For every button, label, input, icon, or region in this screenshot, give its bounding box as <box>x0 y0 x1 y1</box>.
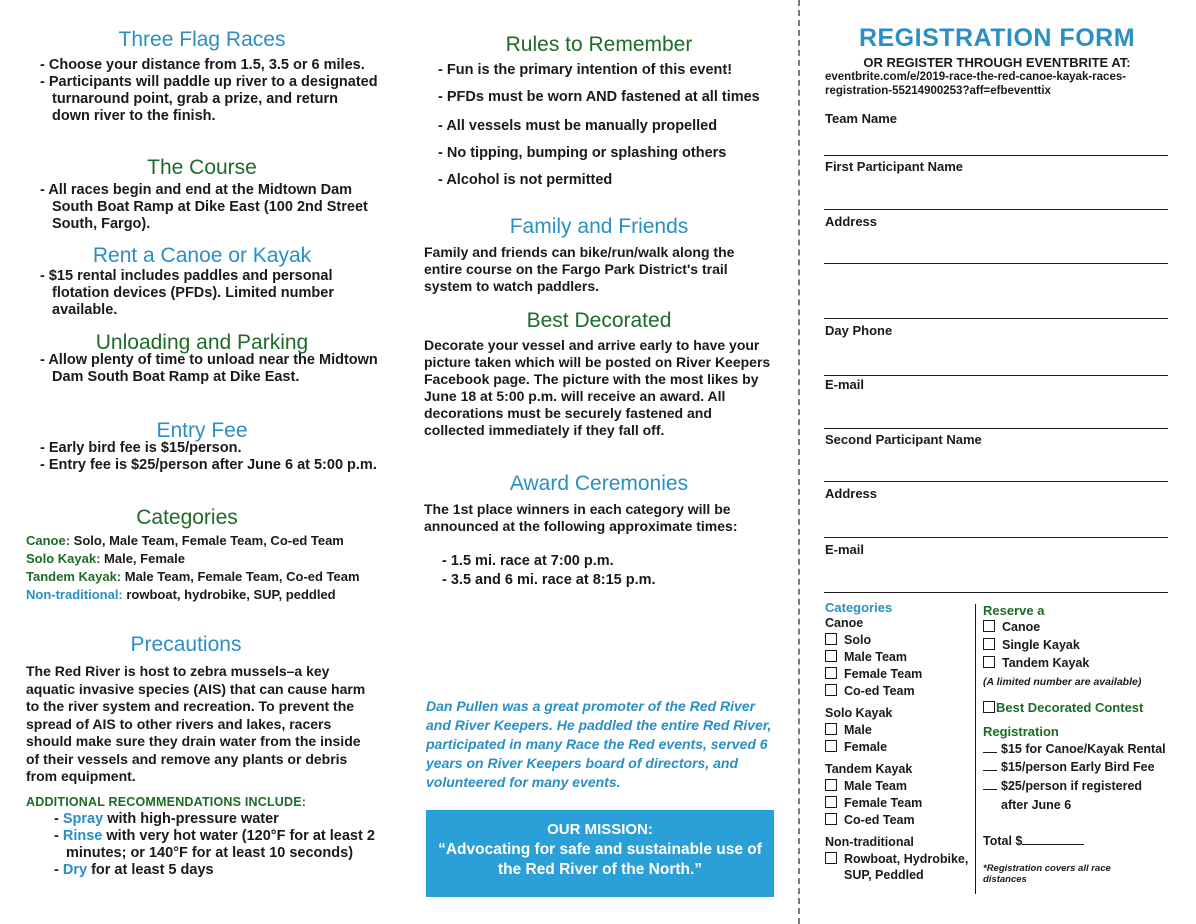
registration-title-green: Registration <box>983 724 1059 739</box>
list-item: - 1.5 mi. race at 7:00 p.m. <box>428 553 774 570</box>
rules-list <box>424 62 774 189</box>
mission-title: OUR MISSION: <box>547 821 653 838</box>
rinse-rest: with very hot water (120°F for at least 2 minutes; or 140°F for at least 10 seconds) <box>66 827 375 861</box>
checkbox-label: Best Decorated Contest <box>996 700 1144 715</box>
solo-text: Male, Female <box>100 551 185 566</box>
address-1-field[interactable] <box>824 263 1168 264</box>
nontrad-text: rowboat, hydrobike, SUP, peddled <box>122 587 336 602</box>
mission-box <box>426 810 774 897</box>
list-item: - Choose your distance from 1.5, 3.5 or 6 miles. <box>26 57 378 74</box>
total-line[interactable] <box>983 833 1169 850</box>
awards-text: The 1st place winners in each category will be announced at the following approximate times: <box>424 501 738 534</box>
list-item <box>40 862 376 879</box>
spray-rest: with high-pressure water <box>103 810 279 827</box>
checkbox-tandem-coed-team[interactable] <box>825 812 975 829</box>
checkbox-box[interactable] <box>825 852 837 864</box>
checkbox-box[interactable] <box>825 740 837 752</box>
solo-label: Solo Kayak: <box>26 551 101 566</box>
checkbox-label: Co-ed Team <box>844 813 915 827</box>
reserve-note: (A limited number are available) <box>983 676 1142 688</box>
entry-title: Entry Fee <box>156 419 248 442</box>
checkbox-canoe-male-team[interactable] <box>825 649 975 666</box>
first-participant-field[interactable] <box>824 209 1168 210</box>
list-item: - All vessels must be manually propelled <box>424 118 774 135</box>
decorated-title: Best Decorated <box>526 309 672 332</box>
checkbox-label: Male Team <box>844 779 907 793</box>
section-awards <box>424 472 774 589</box>
checkbox-solo-female[interactable] <box>825 739 975 756</box>
form-categories <box>825 600 975 883</box>
checkbox-best-decorated[interactable] <box>983 700 1169 715</box>
reg-late-text: $25/person if registered after June 6 <box>1001 779 1143 812</box>
section-categories <box>26 506 378 604</box>
checkbox-reserve-single-kayak[interactable] <box>983 637 1169 654</box>
rules-title: Rules to Remember <box>505 33 693 56</box>
list-item <box>40 828 376 862</box>
nontrad-label: Non-traditional: <box>26 587 123 602</box>
total-label: Total $ <box>983 834 1023 848</box>
checkbox-box[interactable] <box>825 796 837 808</box>
list-item: - Early bird fee is $15/person. <box>26 440 378 457</box>
categories-title: Categories <box>136 506 238 529</box>
category-tandem <box>26 568 378 586</box>
day-phone-label: Day Phone <box>825 323 893 338</box>
dry-word: Dry <box>62 861 88 878</box>
checkbox-box[interactable] <box>983 701 995 713</box>
form-categories-title: Categories <box>825 600 893 615</box>
decorated-text: Decorate your vessel and arrive early to have your picture taken which will be posted on River Keepers Facebook page. The picture with the most likes by June 18 at 5:00 p.m. will receive an award. All decorations must be securely fastened and collected immediately if they fall off. <box>424 337 771 438</box>
spray-word: Spray <box>62 810 104 827</box>
form-solo-kayak-label: Solo Kayak <box>825 706 893 720</box>
form-reserve <box>983 603 1169 885</box>
family-text: Family and friends can bike/run/walk along the entire course on the Fargo Park District's trail system to watch paddlers. <box>424 244 735 294</box>
unloading-list <box>26 352 378 386</box>
address-2-field[interactable] <box>824 537 1168 538</box>
checkbox-label: Female <box>844 740 888 754</box>
rent-title: Rent a Canoe or Kayak <box>92 244 312 267</box>
checkbox-tandem-female-team[interactable] <box>825 795 975 812</box>
reg-early-line[interactable] <box>983 759 1169 776</box>
total-field[interactable] <box>1022 844 1084 845</box>
registration-footnote: *Registration covers all race distances <box>983 863 1111 885</box>
three-flag-list <box>26 57 378 125</box>
list-item: - Entry fee is $25/person after June 6 at 5:00 p.m. <box>26 457 378 474</box>
checkbox-label: Canoe <box>1002 620 1041 634</box>
precautions-text: The Red River is host to zebra mussels–a key aquatic invasive species (AIS) that can cause harm to the river system and recreation. To prevent the spread of AIS to other rivers and lakes, racers should make sure they drain water from the inside of their vessels and remove any plants or debris from equipment. <box>26 663 366 784</box>
list-item: - 3.5 and 6 mi. race at 8:15 p.m. <box>428 572 774 589</box>
entry-list <box>26 440 378 474</box>
reserve-title: Reserve a <box>983 603 1045 618</box>
checkbox-tandem-male-team[interactable] <box>825 778 975 795</box>
registration-subtitle: OR REGISTER THROUGH EVENTBRITE AT: <box>863 55 1131 70</box>
recommendations-list <box>26 811 376 879</box>
form-nontrad-label: Non-traditional <box>825 835 914 849</box>
email-2-label: E-mail <box>825 542 865 557</box>
reg-late-line[interactable] <box>983 777 1169 815</box>
category-nontrad <box>26 586 378 604</box>
canoe-label: Canoe: <box>26 533 71 548</box>
checkbox-nontraditional[interactable] <box>825 851 975 883</box>
section-three-flag <box>26 28 378 125</box>
checkbox-box[interactable] <box>983 620 995 632</box>
address-1-label: Address <box>825 214 878 229</box>
form-canoe-label: Canoe <box>825 616 864 630</box>
checkbox-box[interactable] <box>825 667 837 679</box>
checkbox-box[interactable] <box>825 813 837 825</box>
checkbox-canoe-coed-team[interactable] <box>825 683 975 700</box>
list-item: - Allow plenty of time to unload near the Midtown Dam South Boat Ramp at Dike East. <box>26 352 378 386</box>
checkbox-box[interactable] <box>825 723 837 735</box>
tear-line-divider <box>798 0 800 924</box>
checkbox-label: Solo <box>844 633 872 647</box>
list-item: - Participants will paddle up river to a designated turnaround point, grab a prize, and return down river to the finish. <box>26 74 378 125</box>
checkbox-label: Rowboat, Hydrobike, SUP, Peddled <box>844 852 969 882</box>
three-flag-title: Three Flag Races <box>118 28 286 51</box>
checkbox-box[interactable] <box>825 650 837 662</box>
precautions-title: Precautions <box>130 633 242 656</box>
checkbox-box[interactable] <box>825 633 837 645</box>
checkbox-solo-male[interactable] <box>825 722 975 739</box>
reg-rental-line[interactable] <box>983 741 1169 758</box>
rinse-word: Rinse <box>62 827 103 844</box>
section-entry <box>26 419 378 474</box>
second-participant-field[interactable] <box>824 481 1168 482</box>
checkbox-box[interactable] <box>825 684 837 696</box>
list-item <box>40 811 376 828</box>
checkbox-reserve-canoe[interactable] <box>983 619 1169 636</box>
checkbox-label: Single Kayak <box>1002 638 1080 652</box>
address-1-field-line2[interactable] <box>824 318 1168 319</box>
tandem-text: Male Team, Female Team, Co-ed Team <box>121 569 360 584</box>
email-2-field[interactable] <box>824 592 1168 593</box>
email-1-field[interactable] <box>824 428 1168 429</box>
list-item: - PFDs must be worn AND fastened at all times <box>424 89 774 106</box>
awards-list <box>424 553 774 589</box>
checkbox-box[interactable] <box>825 779 837 791</box>
blank-line[interactable] <box>983 752 997 753</box>
address-2-label: Address <box>825 486 878 501</box>
blank-line[interactable] <box>983 770 997 771</box>
team-name-field[interactable] <box>824 155 1168 156</box>
checkbox-label: Tandem Kayak <box>1002 656 1090 670</box>
list-item: - All races begin and end at the Midtown Dam South Boat Ramp at Dike East (100 2nd Street South, Fargo). <box>26 182 378 233</box>
category-solo <box>26 550 378 568</box>
second-participant-label: Second Participant Name <box>825 432 982 447</box>
eventbrite-link[interactable]: eventbrite.com/e/2019-race-the-red-canoe-kayak-races-registration-55214900253?aff=efbeventtix <box>825 71 1127 97</box>
checkbox-label: Female Team <box>844 667 923 681</box>
checkbox-solo[interactable] <box>825 632 975 649</box>
rent-list <box>26 268 378 319</box>
checkbox-label: Male Team <box>844 650 907 664</box>
email-1-label: E-mail <box>825 377 865 392</box>
checkbox-canoe-female-team[interactable] <box>825 666 975 683</box>
section-decorated <box>424 309 774 439</box>
tribute-text: Dan Pullen was a great promoter of the Red River and River Keepers. He paddled the entire Red River, participated in many Race the Red events, served 6 years on River Keepers board of directors, and volunteered for many events. <box>426 698 772 790</box>
section-unloading <box>26 331 378 386</box>
course-list <box>26 182 378 233</box>
family-title: Family and Friends <box>509 215 689 238</box>
first-participant-label: First Participant Name <box>825 159 963 174</box>
mission-text: “Advocating for safe and sustainable use of the Red River of the North.” <box>438 841 762 878</box>
registration-title: REGISTRATION FORM <box>858 24 1136 52</box>
checkbox-box[interactable] <box>983 656 995 668</box>
blank-line[interactable] <box>983 789 997 790</box>
checkbox-label: Female Team <box>844 796 923 810</box>
reg-early-text: $15/person Early Bird Fee <box>1001 760 1155 774</box>
checkbox-box[interactable] <box>983 638 995 650</box>
category-canoe <box>26 532 378 550</box>
dry-rest: for at least 5 days <box>87 861 214 878</box>
list-item: - No tipping, bumping or splashing others <box>424 145 774 162</box>
team-name-label: Team Name <box>825 111 898 126</box>
checkbox-label: Male <box>844 723 872 737</box>
list-item: - Alcohol is not permitted <box>424 172 774 189</box>
course-title: The Course <box>147 156 257 179</box>
section-rent <box>26 244 378 319</box>
form-vertical-divider <box>975 604 976 894</box>
section-rules <box>424 33 774 199</box>
tandem-label: Tandem Kayak: <box>26 569 122 584</box>
section-precautions <box>26 633 376 879</box>
canoe-text: Solo, Male Team, Female Team, Co-ed Team <box>70 533 344 548</box>
section-course <box>26 156 378 233</box>
categories-list <box>26 532 378 604</box>
list-item: - $15 rental includes paddles and personal flotation devices (PFDs). Limited number available. <box>26 268 378 319</box>
day-phone-field[interactable] <box>824 375 1168 376</box>
recommendations-title: ADDITIONAL RECOMMENDATIONS INCLUDE: <box>26 794 307 809</box>
list-item: - Fun is the primary intention of this event! <box>424 62 774 79</box>
form-tandem-kayak-label: Tandem Kayak <box>825 762 913 776</box>
reg-rental-text: $15 for Canoe/Kayak Rental <box>1001 742 1166 756</box>
awards-title: Award Ceremonies <box>509 472 689 495</box>
checkbox-reserve-tandem-kayak[interactable] <box>983 655 1169 672</box>
unloading-title: Unloading and Parking <box>95 331 309 354</box>
section-family <box>424 215 774 295</box>
checkbox-label: Co-ed Team <box>844 684 915 698</box>
